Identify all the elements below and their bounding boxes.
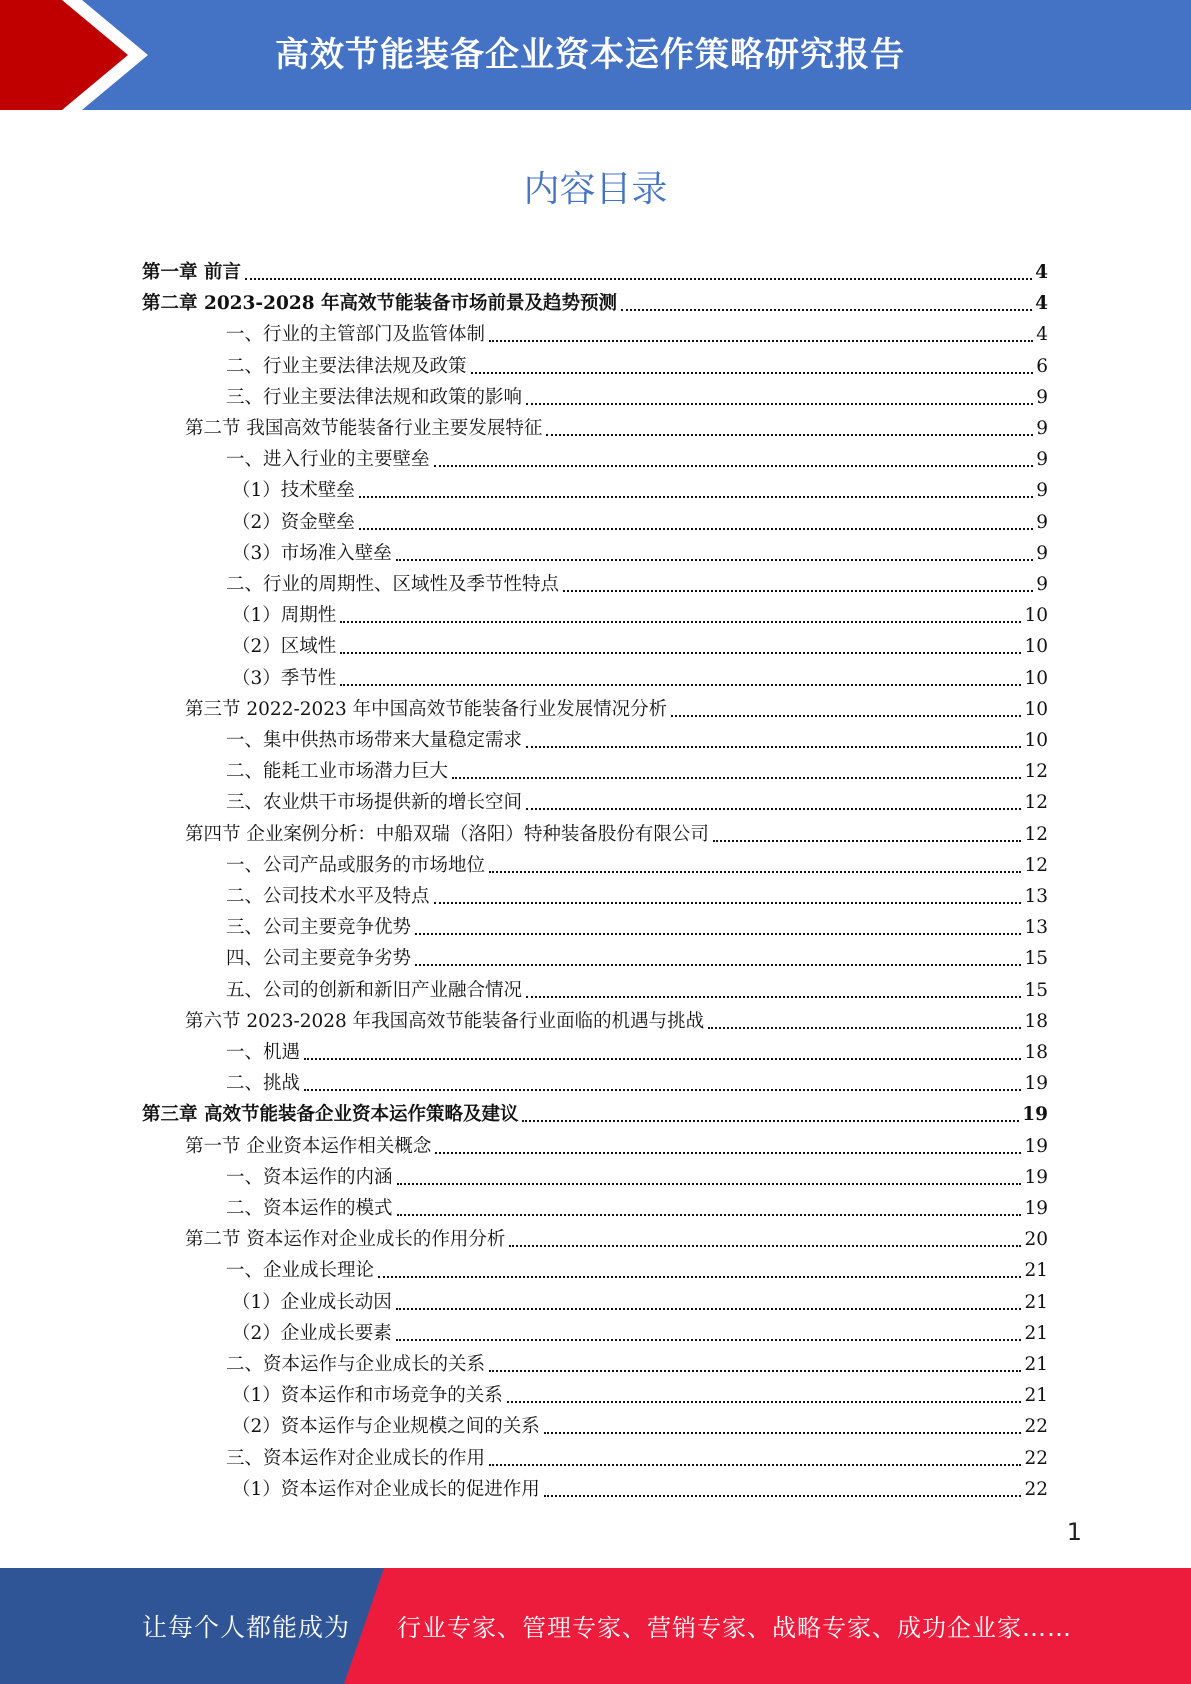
toc-page-number: 9: [1036, 512, 1048, 533]
footer-roles: 行业专家、管理专家、营销专家、战略专家、成功企业家……: [397, 1614, 1072, 1642]
toc-entry[interactable]: [185, 410, 1048, 441]
toc-entry-title: （2）企业成长要素: [232, 1323, 392, 1344]
toc-entry-title: 一、集中供热市场带来大量稳定需求: [226, 730, 523, 751]
toc-dot-leader: [415, 933, 1021, 935]
toc-page-number: 9: [1036, 574, 1048, 595]
toc-page-number: 15: [1024, 948, 1048, 969]
toc-entry-title: （2）资金壁垒: [232, 512, 355, 533]
toc-entry-title: （2）区域性: [232, 636, 337, 657]
toc-entry-title: 四、公司主要竞争劣势: [226, 948, 412, 969]
toc-entry[interactable]: [232, 535, 1048, 566]
toc-page-number: 9: [1036, 480, 1048, 501]
toc-dot-leader: [544, 1432, 1022, 1434]
report-title: 高效节能装备企业资本运作策略研究报告: [275, 35, 905, 75]
toc-entry-title: （1）资本运作和市场竞争的关系: [232, 1385, 503, 1406]
toc-entry[interactable]: [232, 1284, 1048, 1315]
toc-entry[interactable]: [232, 660, 1048, 691]
toc-dot-leader: [471, 372, 1034, 374]
toc-entry[interactable]: [226, 1346, 1048, 1377]
toc-page-number: 6: [1036, 356, 1048, 377]
toc-entry-title: 一、机遇: [226, 1042, 301, 1063]
toc-page-number: 21: [1024, 1260, 1048, 1281]
toc-entry[interactable]: [185, 1221, 1048, 1252]
toc-page-number: 10: [1024, 636, 1048, 657]
toc-page-number: 22: [1024, 1448, 1048, 1469]
toc-page-number: 19: [1024, 1073, 1048, 1094]
toc-dot-leader: [713, 840, 1022, 842]
toc-entry[interactable]: [226, 722, 1048, 753]
toc-page-number: 4: [1035, 293, 1048, 314]
page-number: 1: [1066, 1518, 1082, 1546]
toc-page-number: 21: [1024, 1354, 1048, 1375]
toc-entry[interactable]: [185, 1003, 1048, 1034]
toc-dot-leader: [526, 403, 1033, 405]
toc-entry-title: 一、行业的主管部门及监管体制: [226, 324, 486, 345]
toc-dot-leader: [340, 684, 1021, 686]
toc-entry-title: 第六节 2023-2028 年我国高效节能装备行业面临的机遇与挑战: [185, 1011, 705, 1032]
toc-page-number: 19: [1024, 1198, 1048, 1219]
toc-entry[interactable]: [226, 348, 1048, 379]
toc-entry[interactable]: [232, 597, 1048, 628]
toc-chapter-entry[interactable]: [142, 285, 1048, 316]
toc-dot-leader: [526, 808, 1021, 810]
toc-dot-leader: [509, 1245, 1021, 1247]
toc-dot-leader: [435, 1152, 1021, 1154]
toc-page-number: 12: [1024, 761, 1048, 782]
toc-entry-title: 第二章 2023-2028 年高效节能装备市场前景及趋势预测: [142, 293, 618, 314]
toc-entry-title: （3）季节性: [232, 668, 337, 689]
toc-dot-leader: [396, 1339, 1022, 1341]
toc-dot-leader: [415, 964, 1021, 966]
toc-page-number: 13: [1024, 917, 1048, 938]
toc-entry[interactable]: [185, 816, 1048, 847]
toc-entry-title: （3）市场准入壁垒: [232, 543, 392, 564]
report-footer: [0, 1568, 1191, 1684]
toc-entry[interactable]: [226, 753, 1048, 784]
toc-entry[interactable]: [232, 1471, 1048, 1502]
toc-dot-leader: [340, 652, 1021, 654]
toc-entry-title: 第一节 企业资本运作相关概念: [185, 1136, 432, 1157]
toc-entry-title: 一、资本运作的内涵: [226, 1167, 393, 1188]
toc-entry-title: 第二节 资本运作对企业成长的作用分析: [185, 1229, 506, 1250]
toc-entry[interactable]: [185, 1128, 1048, 1159]
toc-entry[interactable]: [232, 628, 1048, 659]
toc-entry-title: （1）企业成长动因: [232, 1292, 392, 1313]
toc-dot-leader: [489, 1464, 1021, 1466]
toc-entry-title: 三、行业主要法律法规和政策的影响: [226, 387, 523, 408]
toc-dot-leader: [526, 746, 1021, 748]
report-header: [0, 0, 1191, 110]
toc-dot-leader: [526, 996, 1021, 998]
toc-entry[interactable]: [226, 1252, 1048, 1283]
toc-entry-title: （1）资本运作对企业成长的促进作用: [232, 1479, 540, 1500]
toc-entry-title: 一、公司产品或服务的市场地位: [226, 855, 486, 876]
toc-dot-leader: [507, 1401, 1022, 1403]
toc-entry-title: 五、公司的创新和新旧产业融合情况: [226, 980, 523, 1001]
toc-entry-title: 二、资本运作与企业成长的关系: [226, 1354, 486, 1375]
toc-entry[interactable]: [232, 1377, 1048, 1408]
toc-entry[interactable]: [226, 847, 1048, 878]
toc-page-number: 9: [1036, 449, 1048, 470]
toc-entry-title: 一、企业成长理论: [226, 1260, 375, 1281]
toc-dot-leader: [544, 1495, 1022, 1497]
toc-entry-title: 二、行业主要法律法规及政策: [226, 356, 467, 377]
toc-dot-leader: [434, 902, 1022, 904]
toc-page-number: 21: [1024, 1323, 1048, 1344]
toc-entry[interactable]: [226, 441, 1048, 472]
toc-entry-title: （1）技术壁垒: [232, 480, 355, 501]
toc-entry[interactable]: [226, 972, 1048, 1003]
toc-entry-title: 二、行业的周期性、区域性及季节性特点: [226, 574, 560, 595]
toc-dot-leader: [522, 1120, 1019, 1122]
toc-page-number: 21: [1024, 1385, 1048, 1406]
toc-chapter-entry[interactable]: [142, 254, 1048, 285]
toc-dot-leader: [489, 871, 1021, 873]
toc-entry[interactable]: [226, 878, 1048, 909]
toc-entry-title: 二、挑战: [226, 1073, 301, 1094]
toc-entry[interactable]: [226, 316, 1048, 347]
toc-dot-leader: [621, 309, 1032, 311]
toc-entry-title: （1）周期性: [232, 605, 337, 626]
toc-entry[interactable]: [226, 1440, 1048, 1471]
toc-dot-leader: [396, 1308, 1022, 1310]
toc-page-number: 10: [1024, 668, 1048, 689]
toc-entry[interactable]: [185, 691, 1048, 722]
toc-entry-title: 第二节 我国高效节能装备行业主要发展特征: [185, 418, 543, 439]
toc-entry[interactable]: [226, 1034, 1048, 1065]
toc-page-number: 10: [1024, 605, 1048, 626]
toc-entry[interactable]: [232, 504, 1048, 535]
toc-chapter-entry[interactable]: [142, 1096, 1048, 1127]
toc-entry-title: 二、资本运作的模式: [226, 1198, 393, 1219]
toc-entry-title: 第四节 企业案例分析：中船双瑞（洛阳）特种装备股份有限公司: [185, 824, 709, 845]
toc-page-number: 4: [1036, 324, 1048, 345]
toc-page-number: 19: [1024, 1136, 1048, 1157]
toc-entry-title: 第三节 2022-2023 年中国高效节能装备行业发展情况分析: [185, 699, 668, 720]
toc-dot-leader: [489, 340, 1033, 342]
toc-dot-leader: [340, 621, 1021, 623]
toc-entry[interactable]: [226, 1159, 1048, 1190]
toc-page-number: 9: [1036, 543, 1048, 564]
toc-entry[interactable]: [226, 1065, 1048, 1096]
toc-entry-title: 二、能耗工业市场潜力巨大: [226, 761, 449, 782]
toc-entry-title: 三、农业烘干市场提供新的增长空间: [226, 792, 523, 813]
toc-page-number: 9: [1036, 418, 1048, 439]
toc-entry-title: 一、进入行业的主要壁垒: [226, 449, 430, 470]
toc-page-number: 20: [1024, 1229, 1048, 1250]
toc-page-number: 18: [1024, 1042, 1048, 1063]
toc-page-number: 12: [1024, 855, 1048, 876]
toc-page-number: 21: [1024, 1292, 1048, 1313]
toc-entry-title: （2）资本运作与企业规模之间的关系: [232, 1416, 540, 1437]
toc-page-number: 12: [1024, 824, 1048, 845]
toc-page-number: 10: [1024, 699, 1048, 720]
toc-dot-leader: [452, 777, 1021, 779]
toc-entry[interactable]: [226, 909, 1048, 940]
toc-entry[interactable]: [232, 1408, 1048, 1439]
toc-entry-title: 二、公司技术水平及特点: [226, 886, 430, 907]
toc-dot-leader: [304, 1058, 1021, 1060]
toc-page-number: 4: [1035, 262, 1048, 283]
toc-dot-leader: [546, 434, 1033, 436]
toc-title: 内容目录: [523, 169, 668, 210]
toc-page-number: 10: [1024, 730, 1048, 751]
toc-dot-leader: [304, 1089, 1021, 1091]
toc-entry[interactable]: [226, 784, 1048, 815]
footer-slogan: 让每个人都能成为: [142, 1613, 351, 1642]
toc-dot-leader: [397, 1183, 1022, 1185]
toc-entry[interactable]: [226, 379, 1048, 410]
toc-page-number: 15: [1024, 980, 1048, 1001]
toc-entry[interactable]: [226, 566, 1048, 597]
toc-entry-title: 三、公司主要竞争优势: [226, 917, 412, 938]
toc-page-number: 22: [1024, 1416, 1048, 1437]
toc-dot-leader: [671, 715, 1021, 717]
toc-dot-leader: [397, 1214, 1022, 1216]
toc-dot-leader: [359, 496, 1033, 498]
toc-page-number: 13: [1024, 886, 1048, 907]
toc-page-number: 19: [1022, 1104, 1048, 1125]
toc-page-number: 22: [1024, 1479, 1048, 1500]
toc-dot-leader: [489, 1370, 1021, 1372]
toc-dot-leader: [396, 559, 1033, 561]
toc-entry[interactable]: [232, 1315, 1048, 1346]
toc-entry-title: 三、资本运作对企业成长的作用: [226, 1448, 486, 1469]
toc-page-number: 18: [1024, 1011, 1048, 1032]
toc-dot-leader: [434, 465, 1034, 467]
toc-entry-title: 第一章 前言: [142, 262, 241, 283]
toc-page-number: 19: [1024, 1167, 1048, 1188]
toc-page-number: 12: [1024, 792, 1048, 813]
toc-page-number: 9: [1036, 387, 1048, 408]
toc-entry-title: 第三章 高效节能装备企业资本运作策略及建议: [142, 1104, 519, 1125]
toc-dot-leader: [563, 590, 1033, 592]
toc-entry[interactable]: [226, 1190, 1048, 1221]
toc-dot-leader: [708, 1027, 1021, 1029]
toc-dot-leader: [359, 528, 1033, 530]
toc-dot-leader: [378, 1276, 1021, 1278]
toc-dot-leader: [245, 278, 1032, 280]
toc-entry[interactable]: [232, 472, 1048, 503]
toc-entry[interactable]: [226, 940, 1048, 971]
